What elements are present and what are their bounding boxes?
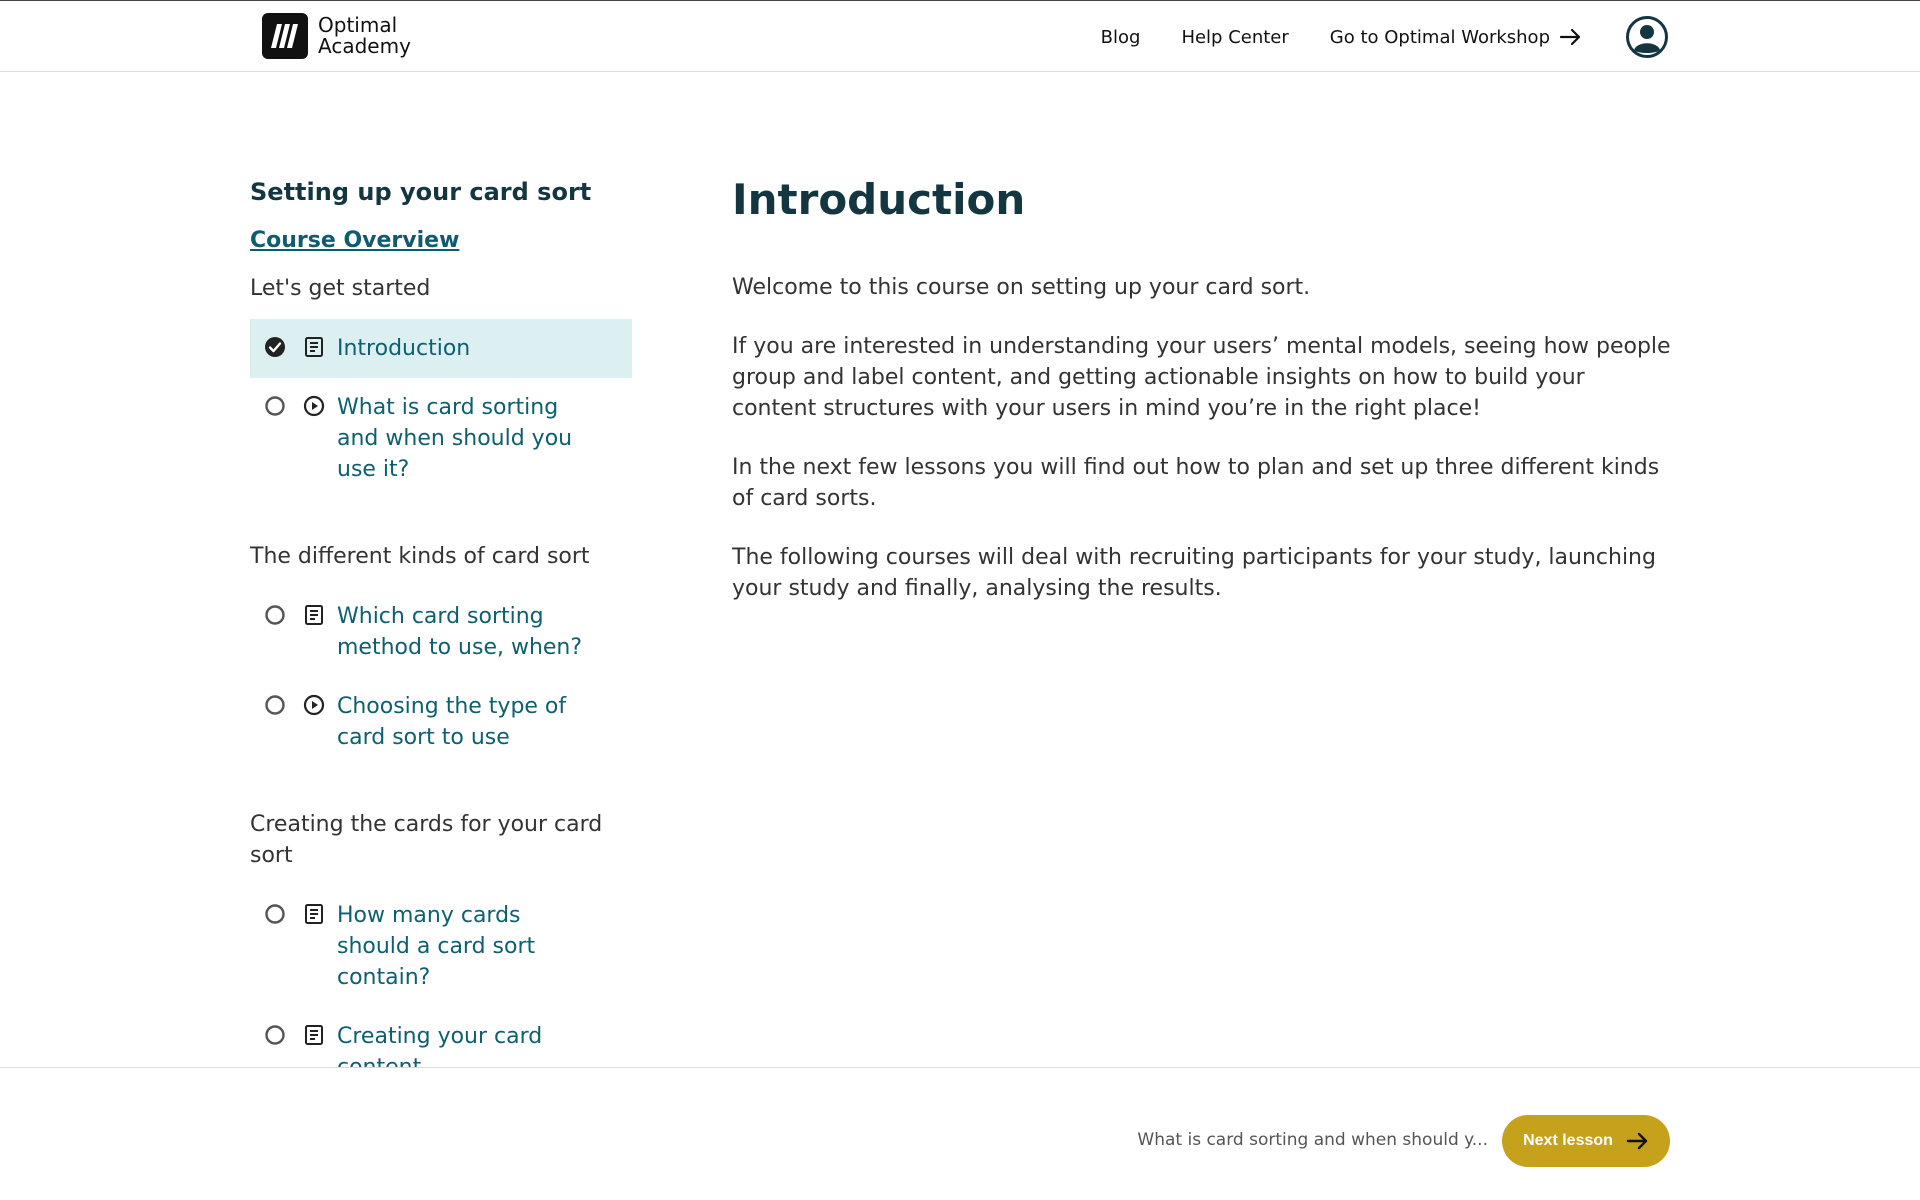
lesson-what-is-card-sorting[interactable] [250,378,632,499]
next-lesson-button-label: Next lesson [1523,1132,1613,1149]
article-icon [303,1024,325,1046]
video-play-icon [303,395,325,417]
course-overview-link[interactable]: Course Overview [250,228,460,253]
content-paragraph: Welcome to this course on setting up your card sort. [732,275,1311,300]
optimal-logo-icon [262,13,308,59]
logo-text [318,15,411,57]
lesson-title: How many cards should a card sort contain? [337,903,536,990]
lesson-title: Choosing the type of card sort to use [337,694,567,750]
logo-line1: Optimal [318,13,398,37]
nav-link-blog[interactable] [1101,27,1141,48]
lesson-how-many-cards[interactable] [250,886,632,1007]
next-lesson-button[interactable] [1502,1115,1670,1167]
article-icon [303,336,325,358]
logo-line2: Academy [318,34,411,58]
lesson-footer [0,1067,1920,1200]
completed-check-icon [264,336,286,358]
nav-link-help-center-label: Help Center [1181,26,1289,48]
nav-link-optimal-workshop[interactable] [1330,27,1582,48]
section-title-creating-cards: Creating the cards for your card sort [250,812,603,868]
page-title: Introduction [732,175,1026,224]
course-sidebar [250,175,632,1065]
lesson-title: Creating your card [337,1024,543,1049]
optimal-academy-logo[interactable] [262,13,411,59]
incomplete-circle-icon [264,694,286,716]
lesson-choosing-type-of-card-sort[interactable] [250,677,632,767]
user-avatar-icon[interactable] [1626,16,1668,58]
incomplete-circle-icon [264,903,286,925]
nav-link-blog-label: Blog [1100,26,1141,48]
content-paragraph: The following courses will deal with recruiting participants for your study, launching your study and finally, analysing the results. [732,545,1656,601]
article-icon [303,604,325,626]
lesson-title: What is card sorting and when should you use it? [337,395,573,482]
header-nav [1060,15,1668,59]
lesson-which-card-sorting-method[interactable] [250,587,632,677]
video-play-icon [303,694,325,716]
section-title-lets-get-started: Let's get started [250,276,431,301]
arrow-right-icon [1627,1132,1649,1150]
nav-link-optimal-workshop-label: Go to Optimal Workshop [1329,26,1550,48]
lesson-introduction[interactable] [250,319,632,378]
incomplete-circle-icon [264,395,286,417]
lesson-content [732,175,1672,632]
incomplete-circle-icon [264,604,286,626]
top-navigation-bar [0,0,1920,72]
article-icon [303,903,325,925]
incomplete-circle-icon [264,1024,286,1046]
content-paragraph: In the next few lessons you will find out how to plan and set up three different kinds of card sorts. [732,455,1660,511]
arrow-right-icon [1560,28,1582,46]
next-lesson-preview: What is card sorting and when should y... [1137,1130,1488,1150]
content-paragraph: If you are interested in understanding your users’ mental models, seeing how people group and label content, and getting actionable insights on how to build your content structures with your users in mind you’re in the right place! [732,334,1671,421]
nav-link-help-center[interactable] [1181,27,1288,48]
course-title: Setting up your card sort [250,178,592,206]
lesson-title: Introduction [337,336,471,361]
lesson-title: Which card sorting method to use, when? [337,604,583,660]
section-title-different-kinds: The different kinds of card sort [250,544,590,569]
